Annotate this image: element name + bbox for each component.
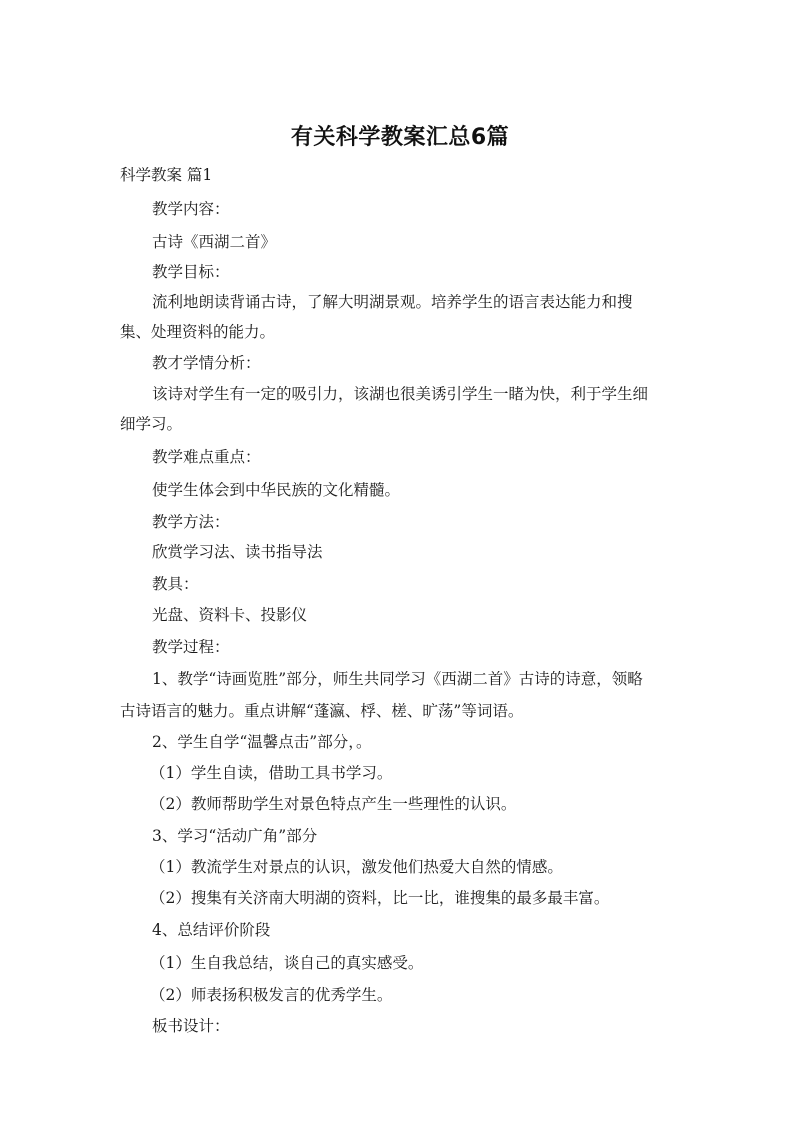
paragraph-line: 古诗《西湖二首》: [152, 233, 277, 251]
paragraph-line: （2）师表扬积极发言的优秀学生。: [150, 986, 393, 1004]
paragraph-line: （1）学生自读，借助工具书学习。: [150, 764, 393, 782]
paragraph-line: 欣赏学习法、读书指导法: [152, 543, 323, 561]
paragraph-line: 集、处理资料的能力。: [120, 323, 276, 341]
paragraph-line: 流利地朗读背诵古诗，了解大明湖景观。培养学生的语言表达能力和搜: [152, 293, 633, 311]
paragraph-line: 教具：: [152, 575, 199, 593]
paragraph-line: 光盘、资料卡、投影仪: [152, 606, 308, 624]
paragraph-line: 1、教学“诗画览胜”部分，师生共同学习《西湖二首》古诗的诗意，领略: [152, 670, 643, 688]
paragraph-line: （2）搜集有关济南大明湖的资料，比一比，谁搜集的最多最丰富。: [150, 889, 610, 907]
paragraph-line: 教学难点重点：: [152, 448, 261, 466]
paragraph-line: 使学生体会到中华民族的文化精髓。: [152, 481, 401, 499]
paragraph-line: （1）生自我总结，谈自己的真实感受。: [150, 954, 424, 972]
paragraph-line: 教学过程：: [152, 638, 230, 656]
paragraph-line: 2、学生自学“温馨点击”部分，。: [152, 733, 372, 751]
document-title: 有关科学教案汇总6篇: [290, 125, 510, 150]
paragraph-line: 教学内容：: [152, 200, 230, 218]
paragraph-line: （1）教流学生对景点的认识，激发他们热爱大自然的情感。: [150, 858, 563, 876]
paragraph-line: 教学方法：: [152, 513, 230, 531]
paragraph-line: （2）教师帮助学生对景色特点产生一些理性的认识。: [150, 795, 517, 813]
paragraph-line: 教学目标：: [152, 263, 230, 281]
paragraph-line: 教才学情分析：: [152, 354, 261, 372]
paragraph-line: 3、学习“活动广角”部分: [152, 827, 318, 845]
paragraph-line: 古诗语言的魅力。重点讲解“蓬瀛、桴、槎、旷荡”等词语。: [120, 702, 524, 720]
paragraph-line: 4、总结评价阶段: [152, 921, 271, 939]
paragraph-line: 板书设计：: [152, 1017, 230, 1035]
paragraph-line: 细学习。: [120, 415, 183, 433]
section-heading: 科学教案 篇1: [120, 166, 213, 184]
paragraph-line: 该诗对学生有一定的吸引力，该湖也很美诱引学生一睹为快，利于学生细: [152, 385, 649, 403]
